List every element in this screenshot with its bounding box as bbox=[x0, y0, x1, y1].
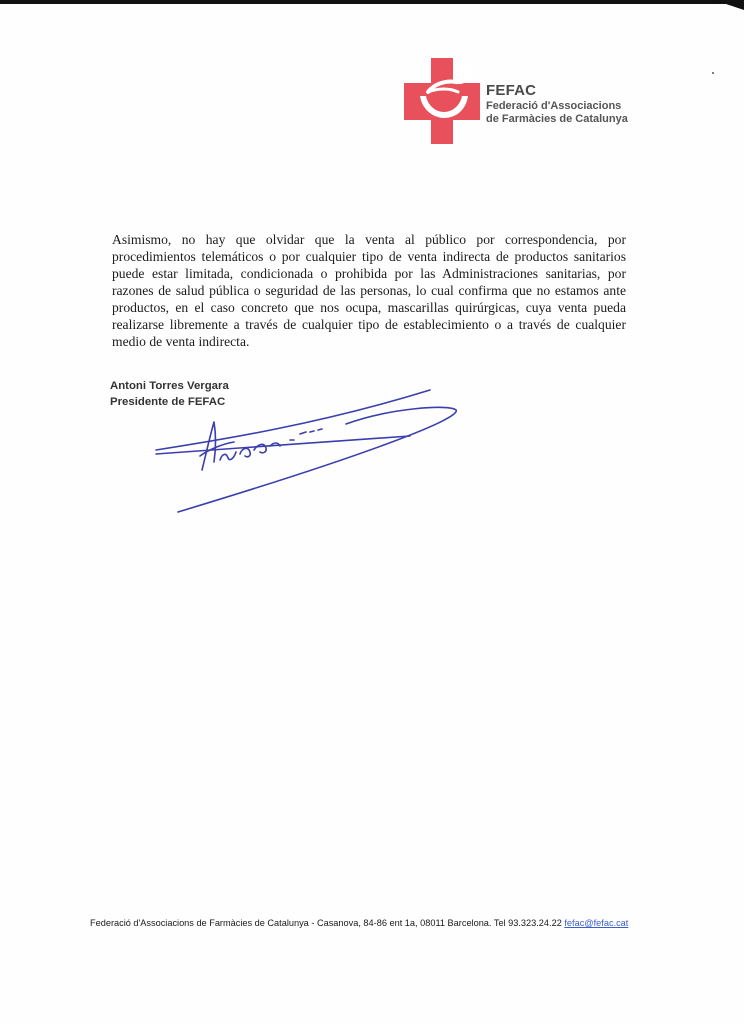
letter-footer bbox=[90, 918, 628, 928]
footer-email-link[interactable]: fefac@fefac.cat bbox=[564, 918, 629, 928]
footer-address: Federació d'Associacions de Farmàcies de Catalunya - Casanova, 84-86 ent 1a, 08011 Barcelona. Tel 93.323.24.22 bbox=[90, 918, 562, 928]
signer-name: Antoni Torres Vergara bbox=[110, 380, 229, 392]
handwritten-signature bbox=[150, 384, 470, 520]
signer-title: Presidente de FEFAC bbox=[110, 396, 226, 408]
letter-body-paragraph: Asimismo, no hay que olvidar que la venta al público por correspondencia, por procedimientos telemáticos o por cualquier tipo de venta indirecta de productos sanitarios puede estar limitada, condicionada o prohibida por las Administraciones sanitarias, por razones de salud pública o seguridad de las personas, lo cual confirma que no estamos ante productos, en el caso concreto que nos ocupa, mascarillas quirúrgicas, cuya venta pueda realizarse libremente a través de cualquier tipo de establecimiento o a través de cualquier medio de venta indirecta. bbox=[112, 232, 626, 349]
organization-full-name-line1: Federació d'Associacions bbox=[486, 100, 622, 112]
organization-full-name-line2: de Farmàcies de Catalunya bbox=[486, 112, 628, 125]
scan-top-edge bbox=[0, 0, 744, 4]
scan-corner-mark bbox=[714, 0, 744, 10]
pharmacy-cross-icon bbox=[404, 58, 480, 144]
organization-short-name: FEFAC bbox=[486, 82, 537, 99]
organization-full-name bbox=[486, 100, 628, 125]
scan-speck bbox=[712, 72, 714, 74]
fefac-logo bbox=[404, 58, 628, 144]
